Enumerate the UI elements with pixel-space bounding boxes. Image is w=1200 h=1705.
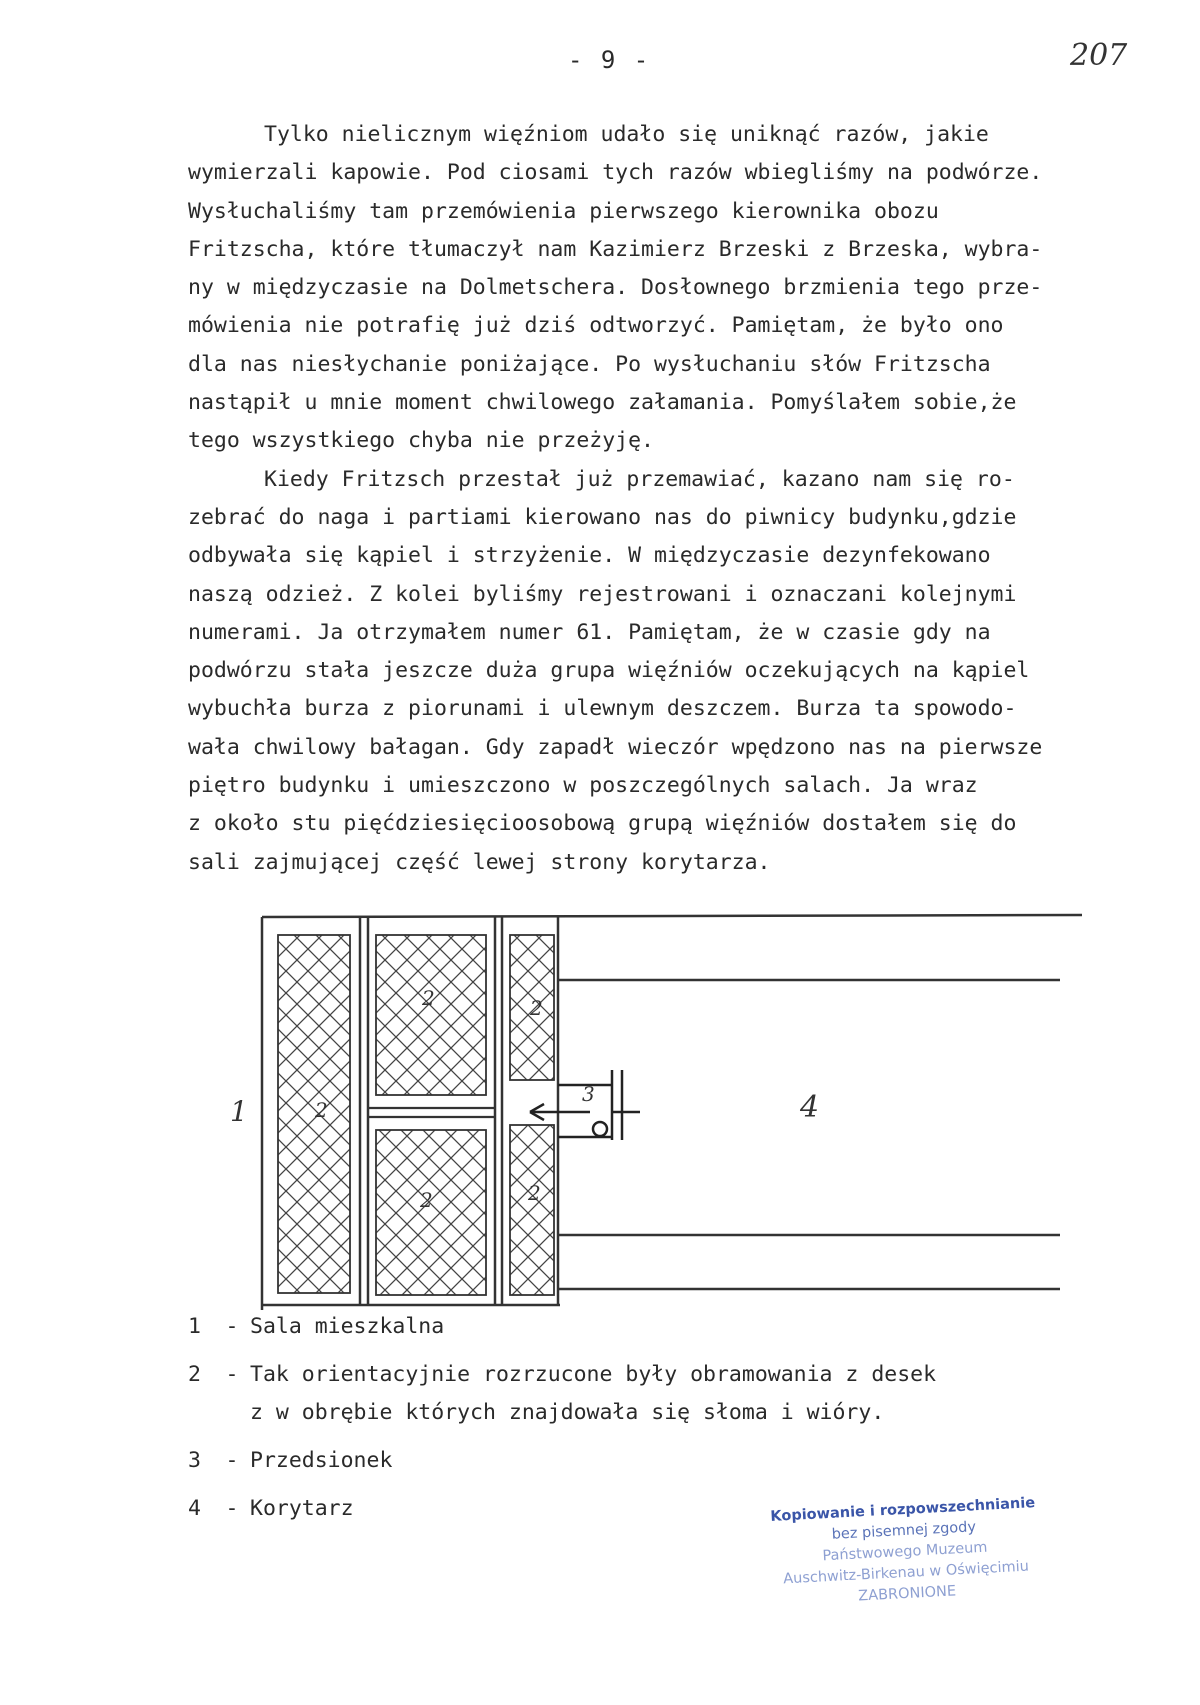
room-plan-sketch — [0, 905, 1200, 1315]
text-line: wybuchła burza z piorunami i ulewnym deszczem. Burza ta spowodo- — [188, 696, 1017, 722]
text-line: tego wszystkiego chyba nie przeżyję. — [188, 428, 654, 454]
text-line: Fritzscha, które tłumaczył nam Kazimierz Brzeski z Brzeska, wybra- — [188, 236, 1043, 262]
label-vestibule: 3 — [582, 1082, 595, 1106]
text-line: piętro budynku i umieszczono w poszczególnych salach. Ja wraz — [188, 773, 978, 799]
legend-line: Tak orientacyjnie rozrzucone były obramowania z desek — [250, 1362, 937, 1387]
text-line: zebrać do naga i partiami kierowano nas do piwnicy budynku,gdzie — [188, 504, 1017, 530]
legend-item: 1 - Sala mieszkalna — [188, 1314, 445, 1339]
paragraph-2 — [188, 461, 1178, 882]
legend-item: 3 - Przedsionek — [188, 1448, 393, 1473]
text-line: Kiedy Fritzsch przestał już przemawiać, kazano nam się ro- — [264, 466, 1015, 492]
text-line: numerami. Ja otrzymałem numer 61. Pamiętam, że w czasie gdy na — [188, 619, 991, 645]
legend-item: 4 - Korytarz — [188, 1496, 354, 1521]
text-line: Wysłuchaliśmy tam przemówienia pierwszego kierownika obozu — [188, 198, 939, 224]
label-board: 2 — [315, 1098, 328, 1122]
text-line: z około stu pięćdziesięcioosobową grupą więźniów dostałem się do — [188, 811, 1017, 837]
label-board: 2 — [528, 1181, 541, 1205]
legend-item: 2 - Tak orientacyjnie rozrzucone były obramowania z desek z w obrębie których znajdowała się słoma i wióry. — [188, 1362, 937, 1425]
label-corridor: 4 — [800, 1090, 820, 1125]
text-line: wała chwilowy bałagan. Gdy zapadł wieczór wpędzono nas na pierwsze — [188, 734, 1043, 760]
label-board: 2 — [422, 986, 435, 1010]
text-line: nastąpił u mnie moment chwilowego załamania. Pomyślałem sobie,że — [188, 390, 1017, 416]
text-line: wymierzali kapowie. Pod ciosami tych razów wbiegliśmy na podwórze. — [188, 160, 1043, 186]
text-line: dla nas niesłychanie poniżające. Po wysłuchaniu słów Fritzscha — [188, 351, 991, 377]
label-board: 2 — [420, 1188, 433, 1212]
text-line: podwórzu stała jeszcze duża grupa więźniów oczekujących na kąpiel — [188, 658, 1030, 684]
label-board: 2 — [530, 996, 543, 1020]
text-line: mówienia nie potrafię już dziś odtworzyć. Pamiętam, że było ono — [188, 313, 1004, 339]
text-line: odbywała się kąpiel i strzyżenie. W międzyczasie dezynfekowano — [188, 543, 991, 569]
text-line: Tylko nielicznym więźniom udało się uniknąć razów, jakie — [264, 122, 989, 147]
body-text — [188, 116, 1178, 882]
text-line: naszą odzież. Z kolei byliśmy rejestrowani i oznaczani kolejnymi — [188, 581, 1017, 607]
text-line: sali zajmującej część lewej strony korytarza. — [188, 849, 771, 875]
paragraph-1 — [188, 116, 1178, 461]
label-room: 1 — [230, 1095, 248, 1128]
page-number: - 9 - — [568, 46, 651, 74]
text-line: ny w międzyczasie na Dolmetschera. Dosłownego brzmienia tego prze- — [188, 275, 1043, 301]
legend-line: z w obrębie których znajdowała się słoma i wióry. — [250, 1400, 885, 1425]
archive-number: 207 — [1070, 38, 1128, 73]
copyright-stamp: Kopiowanie i rozpowszechnianie bez pisemnej zgody Państwowego Muzeum Auschwitz-Birkenau w Oświęcimiu ZABRONIONE — [770, 1495, 1036, 1605]
